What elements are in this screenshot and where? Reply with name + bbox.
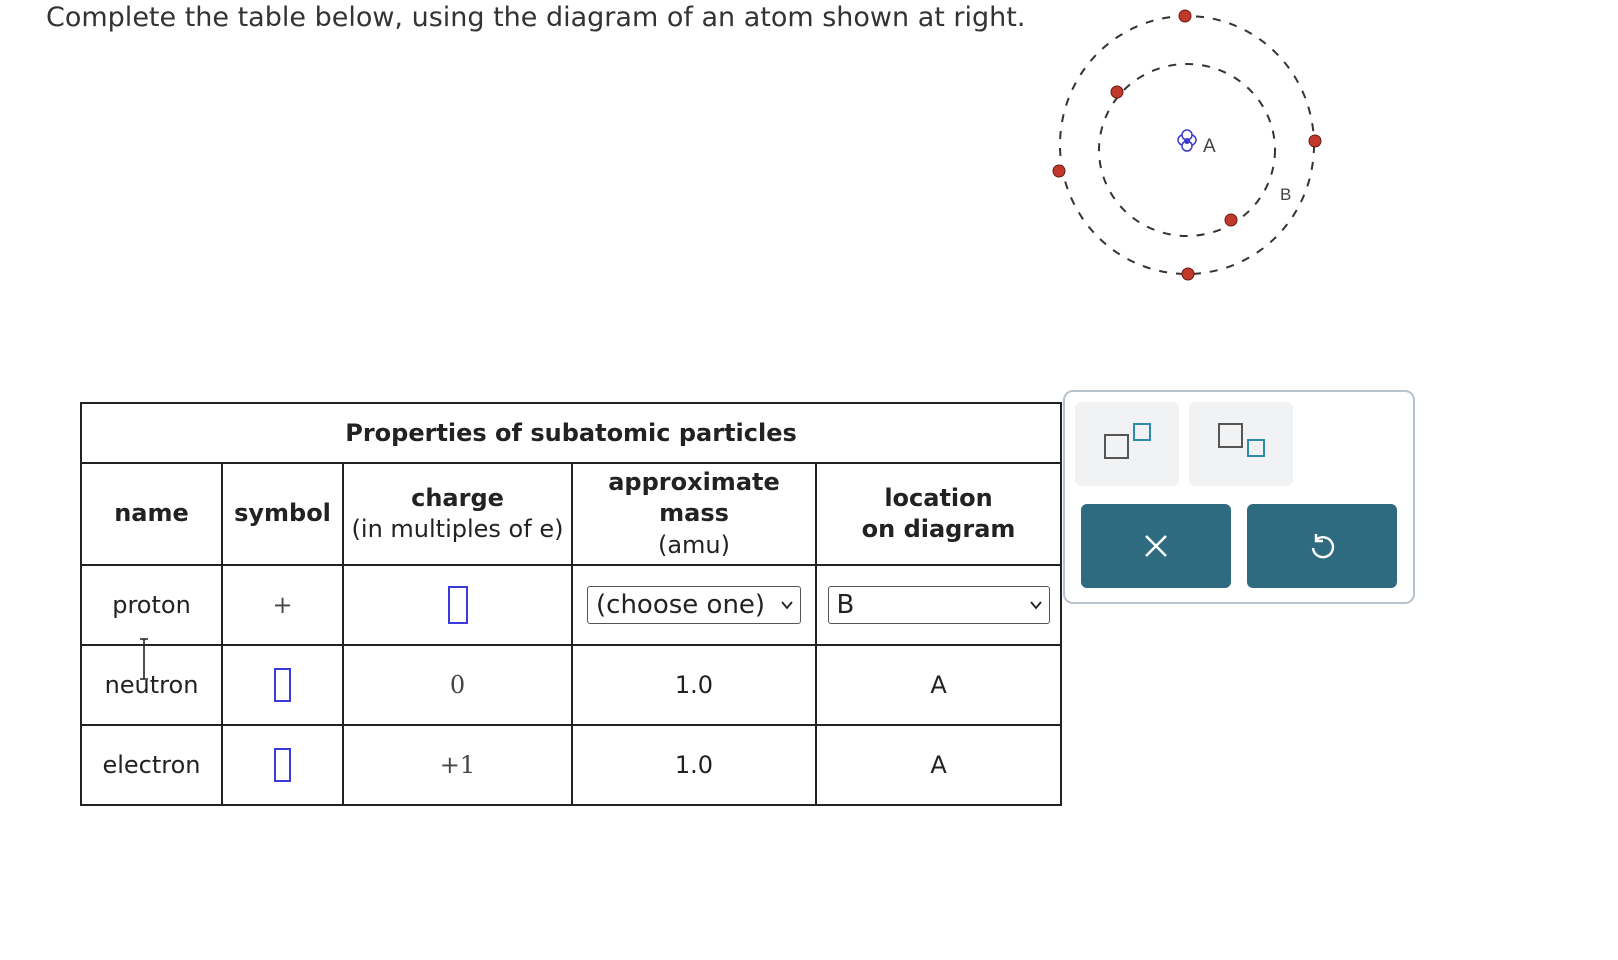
row-symbol: + <box>222 565 343 645</box>
table-row <box>81 645 1061 725</box>
question-prompt: Complete the table below, using the diagram of an atom shown at right. <box>46 2 1026 33</box>
electron-dot <box>1111 86 1123 98</box>
superscript-icon <box>1075 402 1179 486</box>
row-name: proton <box>81 565 222 645</box>
header-location <box>816 463 1061 565</box>
header-location-line2: on diagram <box>861 515 1016 543</box>
header-mass-sub: (amu) <box>657 530 731 559</box>
header-charge-sub: (in multiples of e) <box>351 515 564 543</box>
row-charge <box>343 565 572 645</box>
header-mass-line2: mass <box>659 499 729 528</box>
chevron-down-icon <box>780 598 794 612</box>
table-row <box>81 725 1061 805</box>
undo-button[interactable] <box>1247 504 1397 588</box>
header-mass <box>572 463 816 565</box>
clear-button[interactable] <box>1081 504 1231 588</box>
symbol-answer-box[interactable] <box>274 668 291 702</box>
row-name: neutron <box>81 645 222 725</box>
row-mass <box>572 565 816 645</box>
header-charge-label: charge <box>411 483 504 512</box>
row-symbol <box>222 725 343 805</box>
math-tool-panel <box>1063 390 1415 604</box>
row-name: electron <box>81 725 222 805</box>
electron-dot <box>1179 10 1191 22</box>
electron-dot <box>1053 165 1065 177</box>
header-name: name <box>81 463 222 565</box>
chevron-down-icon <box>1029 598 1043 612</box>
superscript-button[interactable] <box>1075 402 1179 486</box>
electron-dot <box>1225 214 1237 226</box>
header-location-line1: location <box>884 483 993 512</box>
nucleus-icon <box>1178 130 1196 151</box>
electron-dot <box>1182 268 1194 280</box>
header-charge <box>343 463 572 565</box>
properties-table <box>80 402 1062 806</box>
row-location <box>816 565 1061 645</box>
subscript-button[interactable] <box>1189 402 1293 486</box>
row-location: A <box>816 725 1061 805</box>
location-select[interactable] <box>828 586 1050 624</box>
symbol-answer-box[interactable] <box>274 748 291 782</box>
row-charge: +1 <box>343 725 572 805</box>
header-mass-line1: approximate <box>608 468 780 497</box>
row-mass: 1.0 <box>572 645 816 725</box>
mass-select[interactable] <box>587 586 801 624</box>
row-symbol <box>222 645 343 725</box>
mass-select-value: (choose one) <box>596 590 766 620</box>
row-location: A <box>816 645 1061 725</box>
charge-answer-box[interactable] <box>448 586 468 624</box>
header-symbol: symbol <box>222 463 343 565</box>
electron-dot <box>1309 135 1321 147</box>
location-select-value: B <box>836 590 855 620</box>
undo-icon <box>1308 532 1336 560</box>
atom-diagram <box>1050 0 1350 300</box>
nucleus-label: A <box>1203 136 1216 157</box>
orbit-label: B <box>1280 185 1292 204</box>
row-mass: 1.0 <box>572 725 816 805</box>
text-cursor-icon <box>139 638 149 680</box>
table-title: Properties of subatomic particles <box>81 403 1061 463</box>
subscript-icon <box>1189 402 1293 486</box>
table-row <box>81 565 1061 645</box>
close-icon <box>1143 533 1169 559</box>
row-charge: 0 <box>343 645 572 725</box>
